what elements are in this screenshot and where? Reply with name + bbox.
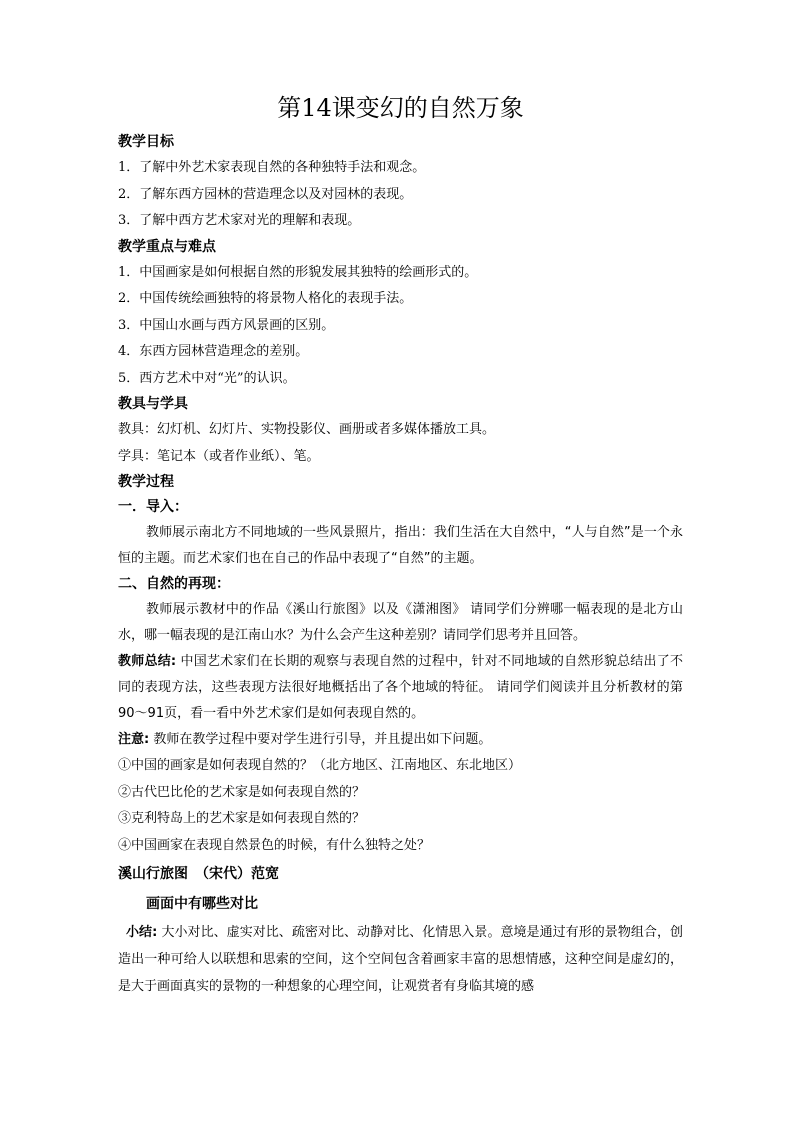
question-item: ②古代巴比伦的艺术家是如何表现自然的？ bbox=[118, 784, 366, 800]
question-item: ④中国画家在表现自然景色的时候，有什么独特之处？ bbox=[118, 837, 431, 853]
note-label: 注意: bbox=[118, 732, 150, 747]
intro-heading: 一．导入： bbox=[118, 499, 188, 515]
objective-item: 1．了解中外艺术家表现自然的各种独特手法和观念。 bbox=[118, 160, 426, 175]
page-title: 第14课变幻的自然万象 bbox=[277, 94, 524, 122]
reproduction-heading: 二、自然的再现： bbox=[118, 576, 230, 592]
question-item: ①中国的画家是如何表现自然的？（北方地区、江南地区、东北地区） bbox=[118, 758, 522, 773]
conclusion-label: 小结: bbox=[126, 925, 158, 940]
conclusion-paragraph bbox=[118, 919, 683, 1000]
note-paragraph bbox=[118, 727, 683, 753]
conclusion-text: 大小对比、虚实对比、疏密对比、动静对比、化情思入景。意境是通过有形的景物组合，创造出一种可给人以联想和思索的空间，这个空间包含着画家丰富的思想情感，这种空间是虚幻的，是大于画面真实的景物的一种想象的心理空间，让观赏者有身临其境的感 bbox=[118, 925, 683, 994]
summary-text: 中国艺术家们在长期的观察与表现自然的过程中，针对不同地域的自然形貌总结出了不同的表现方法，这些表现方法很好地概括出了各个地域的特征。 请同学们阅读并且分析教材的第90～91页，看一看中外艺术家们是如何表现自然的。 bbox=[118, 654, 683, 721]
key-point-item: 1．中国画家是如何根据自然的形貌发展其独特的绘画形式的。 bbox=[118, 264, 478, 280]
intro-paragraph: 教师展示南北方不同地域的一些风景照片，指出：我们生活在大自然中，“人与自然”是一个永恒的主题。而艺术家们也在自己的作品中表现了“自然”的主题。 bbox=[118, 525, 683, 566]
key-point-item: 4．东西方园林营造理念的差别。 bbox=[118, 344, 309, 359]
note-text: 教师在教学过程中要对学生进行引导，并且提出如下问题。 bbox=[149, 732, 492, 747]
reproduction-paragraph: 教师展示教材中的作品《溪山行旅图》以及《潇湘图》 请同学们分辨哪一幅表现的是北方山水，哪一幅表现的是江南山水？为什么会产生这种差别？请同学们思考并且回答。 bbox=[118, 602, 683, 643]
summary-paragraph bbox=[118, 649, 683, 727]
objective-item: 3．了解中西方艺术家对光的理解和表现。 bbox=[118, 213, 361, 228]
key-point-item: 5．西方艺术中对“光”的认识。 bbox=[118, 370, 296, 386]
process-heading: 教学过程 bbox=[118, 474, 174, 490]
painting-heading: 溪山行旅图 （宋代）范宽 bbox=[118, 866, 279, 882]
question-item: ③克利特岛上的艺术家是如何表现自然的？ bbox=[118, 811, 366, 826]
student-tools: 学具：笔记本（或者作业纸）、笔。 bbox=[118, 448, 320, 464]
tools-heading: 教具与学具 bbox=[118, 396, 188, 412]
objectives-heading: 教学目标 bbox=[118, 134, 174, 150]
objective-item: 2．了解东西方园林的营造理念以及对园林的表现。 bbox=[118, 186, 413, 202]
key-point-item: 3．中国山水画与西方风景画的区别。 bbox=[118, 317, 335, 333]
contrast-heading: 画面中有哪些对比 bbox=[146, 896, 258, 912]
key-point-item: 2．中国传统绘画独特的将景物人格化的表现手法。 bbox=[118, 291, 413, 306]
summary-label: 教师总结: bbox=[118, 654, 177, 669]
document-page bbox=[118, 88, 683, 1000]
teacher-tools: 教具：幻灯机、幻灯片、实物投影仪、画册或者多媒体播放工具。 bbox=[118, 422, 496, 437]
key-points-heading: 教学重点与难点 bbox=[118, 238, 216, 255]
